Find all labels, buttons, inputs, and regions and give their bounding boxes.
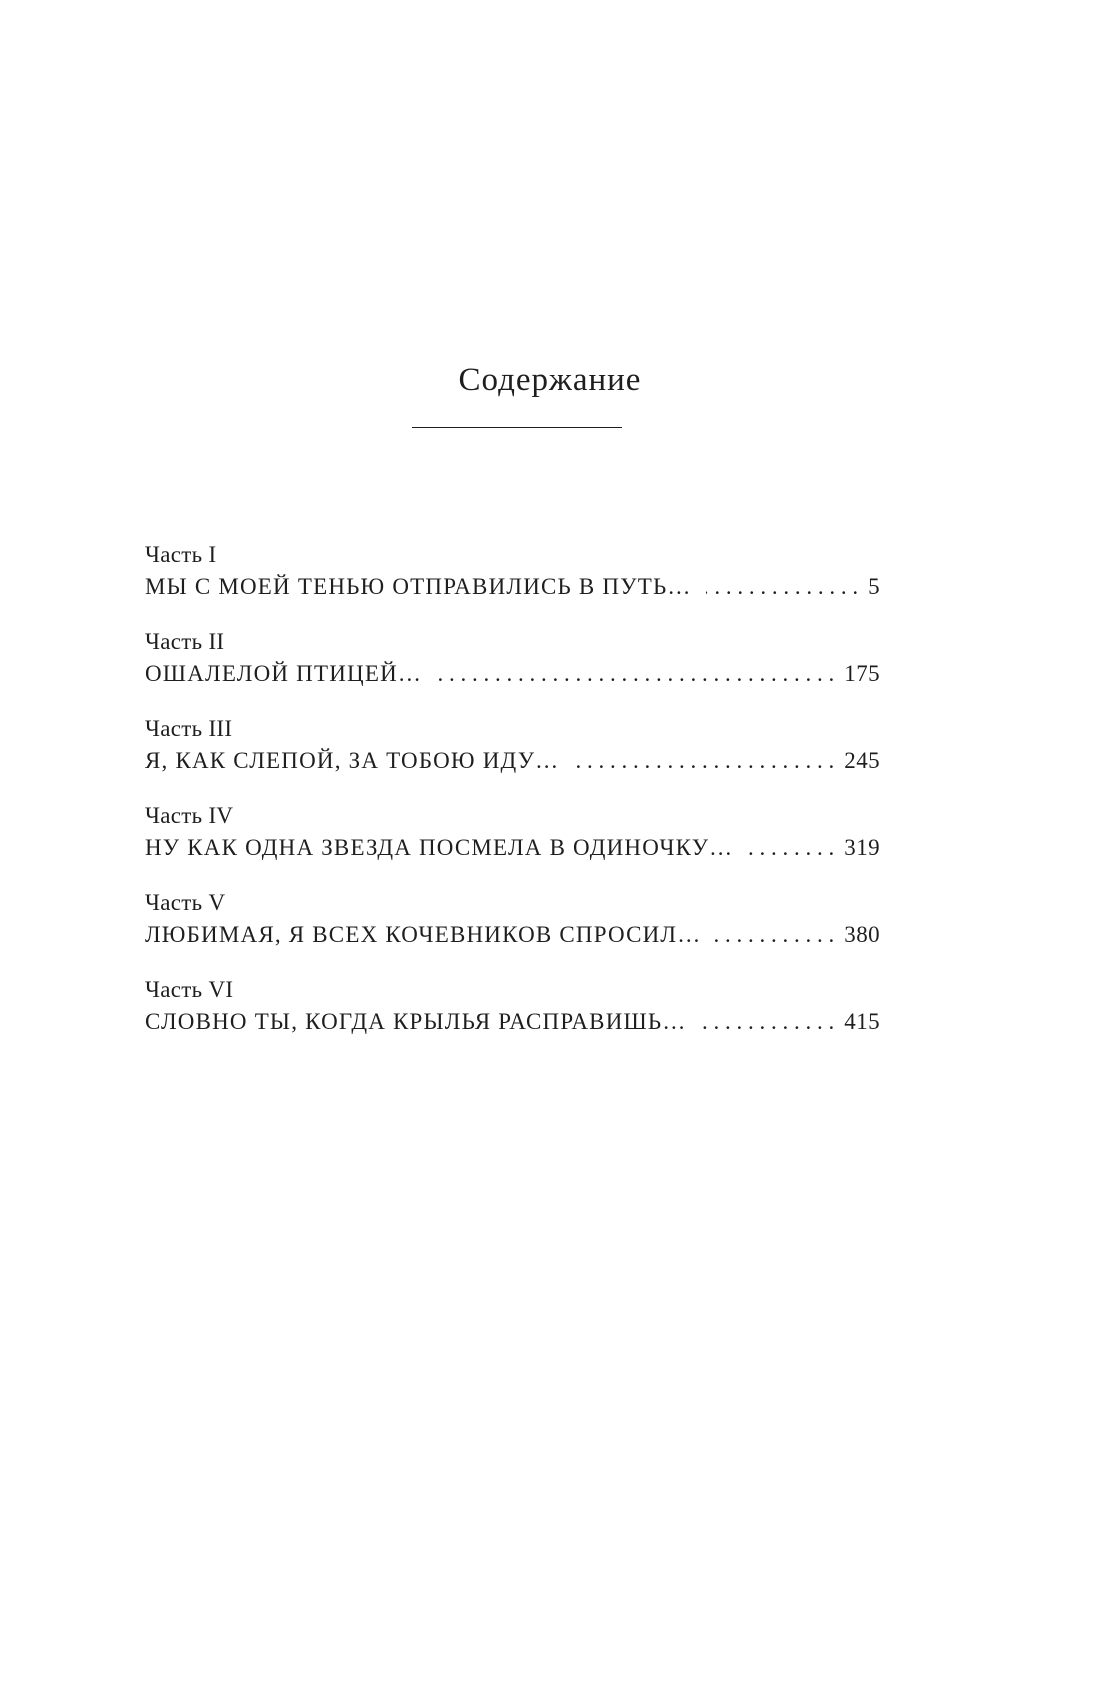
page-number: 380: [844, 922, 880, 947]
page-number: 245: [844, 748, 880, 773]
page-number: 5: [868, 574, 880, 599]
part-label: Часть VI: [145, 977, 234, 1002]
entry-line: [145, 570, 880, 603]
page-number: 175: [844, 661, 880, 686]
dot-leader: [715, 918, 834, 951]
page-number: 415: [844, 1009, 880, 1034]
page-number: 319: [844, 835, 880, 860]
part-label: Часть V: [145, 890, 226, 915]
entry-line: [145, 657, 880, 690]
part-label: Часть IV: [145, 803, 234, 828]
toc-entry-part-5[interactable]: [145, 888, 880, 975]
dot-leader: [701, 1005, 835, 1038]
toc-entry-part-2[interactable]: [145, 627, 880, 714]
dot-leader: [436, 657, 834, 690]
title-underline: [412, 427, 622, 428]
chapter-title: ЛЮБИМАЯ, Я ВСЕХ КОЧЕВНИКОВ СПРОСИЛ…: [145, 922, 702, 947]
toc-entry-part-4[interactable]: [145, 801, 880, 888]
part-label: Часть II: [145, 629, 225, 654]
dot-leader: [706, 570, 859, 603]
chapter-title: СЛОВНО ТЫ, КОГДА КРЫЛЬЯ РАСПРАВИШЬ…: [145, 1009, 687, 1034]
toc-entry-part-3[interactable]: [145, 714, 880, 801]
table-of-contents: [145, 540, 880, 1062]
chapter-title: Я, КАК СЛЕПОЙ, ЗА ТОБОЮ ИДУ…: [145, 748, 560, 773]
chapter-title: ОШАЛЕЛОЙ ПТИЦЕЙ…: [145, 661, 423, 686]
page-title: Содержание: [458, 362, 642, 398]
part-label: Часть III: [145, 716, 233, 741]
entry-line: [145, 918, 880, 951]
dot-leader: [747, 831, 834, 864]
toc-entry-part-1[interactable]: [145, 540, 880, 627]
entry-line: [145, 831, 880, 864]
chapter-title: МЫ С МОЕЙ ТЕНЬЮ ОТПРАВИЛИСЬ В ПУТЬ…: [145, 574, 692, 599]
part-label: Часть I: [145, 542, 217, 567]
dot-leader: [573, 744, 834, 777]
entry-line: [145, 1005, 880, 1038]
chapter-title: НУ КАК ОДНА ЗВЕЗДА ПОСМЕЛА В ОДИНОЧКУ…: [145, 835, 734, 860]
entry-line: [145, 744, 880, 777]
toc-entry-part-6[interactable]: [145, 975, 880, 1062]
